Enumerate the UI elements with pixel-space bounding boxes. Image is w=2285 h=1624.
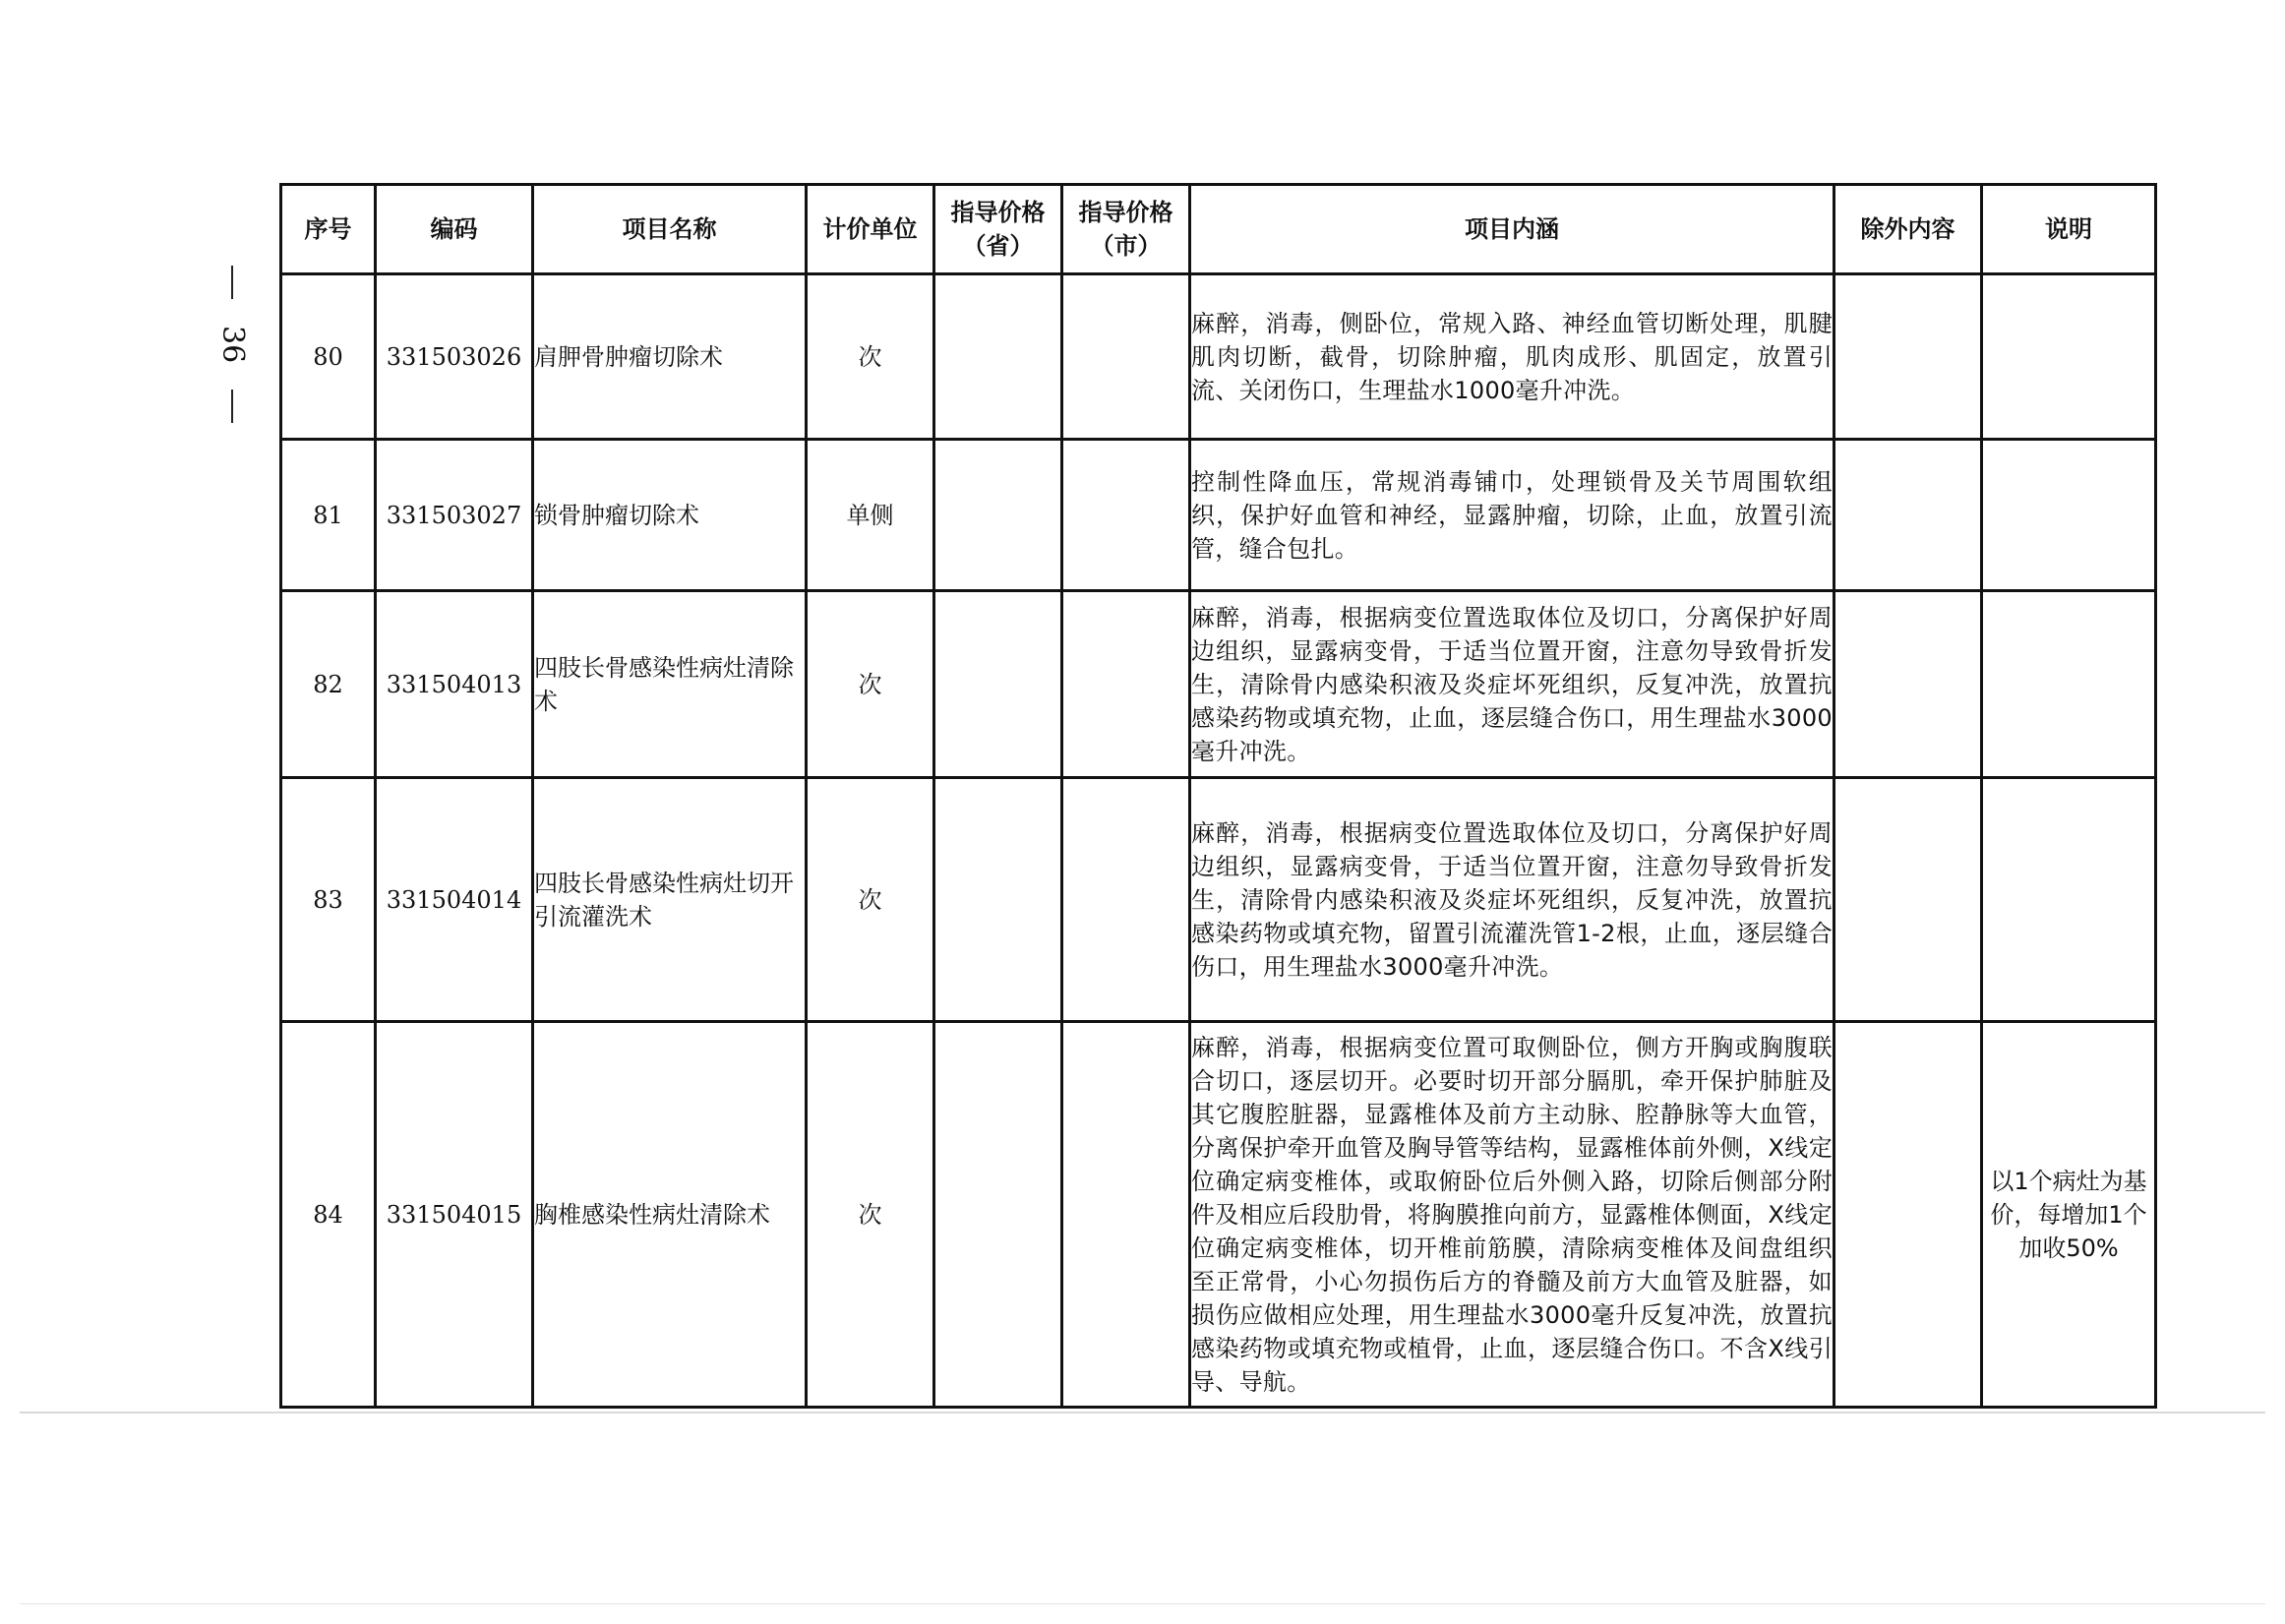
page-number-dash-bottom — [231, 390, 233, 423]
scan-edge-line — [20, 1412, 2265, 1413]
cell-price-province — [934, 591, 1062, 778]
page-number-text: 36 — [215, 325, 250, 364]
cell-content: 麻醉，消毒，根据病变位置可取侧卧位，侧方开胸或胸腹联合切口，逐层切开。必要时切开部分膈肌，牵开保护肺脏及其它腹腔脏器，显露椎体及前方主动脉、腔静脉等大血管，分离保护牵开血管及胸导管等结构，显露椎体前外侧，X线定位确定病变椎体，或取俯卧位后外侧入路，切除后侧部分附件及相应后段肋骨，将胸膜推向前方，显露椎体侧面，X线定位确定病变椎体，切开椎前筋膜，清除病变椎体及间盘组织至正常骨，小心勿损伤后方的脊髓及前方大血管及脏器，如损伤应做相应处理，用生理盐水3000毫升反复冲洗，放置抗感染药物或填充物或植骨，止血，逐层缝合伤口。不含X线引导、导航。 — [1190, 1022, 1834, 1408]
cell-content: 控制性降血压，常规消毒铺巾，处理锁骨及关节周围软组织，保护好血管和神经，显露肿瘤，切除，止血，放置引流管，缝合包扎。 — [1190, 440, 1834, 591]
cell-seq: 83 — [281, 778, 376, 1022]
cell-content: 麻醉，消毒，侧卧位，常规入路、神经血管切断处理，肌腱肌肉切断，截骨，切除肿瘤，肌肉成形、肌固定，放置引流、关闭伤口，生理盐水1000毫升冲洗。 — [1190, 274, 1834, 440]
cell-content: 麻醉，消毒，根据病变位置选取体位及切口，分离保护好周边组织，显露病变骨，于适当位置开窗，注意勿导致骨折发生，清除骨内感染积液及炎症坏死组织，反复冲洗，放置抗感染药物或填充物，止血，逐层缝合伤口，用生理盐水3000毫升冲洗。 — [1190, 591, 1834, 778]
header-price-city: 指导价格（市） — [1062, 185, 1190, 274]
cell-name: 四肢长骨感染性病灶切开引流灌洗术 — [533, 778, 807, 1022]
cell-seq: 82 — [281, 591, 376, 778]
cell-price-city — [1062, 591, 1190, 778]
cell-unit: 次 — [807, 778, 934, 1022]
table-row — [281, 274, 2156, 440]
cell-code: 331504015 — [376, 1022, 533, 1408]
cell-notes — [1982, 591, 2156, 778]
cell-unit: 单侧 — [807, 440, 934, 591]
header-name: 项目名称 — [533, 185, 807, 274]
header-content: 项目内涵 — [1190, 185, 1834, 274]
cell-price-city — [1062, 778, 1190, 1022]
header-code: 编码 — [376, 185, 533, 274]
table-row — [281, 440, 2156, 591]
cell-price-city — [1062, 274, 1190, 440]
cell-exclusions — [1834, 274, 1982, 440]
cell-name: 四肢长骨感染性病灶清除术 — [533, 591, 807, 778]
cell-seq: 81 — [281, 440, 376, 591]
header-unit: 计价单位 — [807, 185, 934, 274]
cell-notes — [1982, 274, 2156, 440]
cell-code: 331504013 — [376, 591, 533, 778]
page-number — [203, 266, 262, 423]
header-price-province: 指导价格（省） — [934, 185, 1062, 274]
page-number-dash-top — [231, 266, 233, 299]
table-header-row — [281, 185, 2156, 274]
header-notes: 说明 — [1982, 185, 2156, 274]
cell-name: 胸椎感染性病灶清除术 — [533, 1022, 807, 1408]
cell-code: 331503026 — [376, 274, 533, 440]
cell-seq: 80 — [281, 274, 376, 440]
scan-edge-line-bottom — [20, 1603, 2265, 1604]
cell-price-city — [1062, 440, 1190, 591]
header-seq: 序号 — [281, 185, 376, 274]
cell-unit: 次 — [807, 1022, 934, 1408]
cell-name: 肩胛骨肿瘤切除术 — [533, 274, 807, 440]
cell-price-province — [934, 778, 1062, 1022]
cell-exclusions — [1834, 591, 1982, 778]
table-row — [281, 591, 2156, 778]
cell-unit: 次 — [807, 274, 934, 440]
cell-notes — [1982, 778, 2156, 1022]
table-row — [281, 778, 2156, 1022]
cell-content: 麻醉，消毒，根据病变位置选取体位及切口，分离保护好周边组织，显露病变骨，于适当位置开窗，注意勿导致骨折发生，清除骨内感染积液及炎症坏死组织，反复冲洗，放置抗感染药物或填充物，留置引流灌洗管1-2根，止血，逐层缝合伤口，用生理盐水3000毫升冲洗。 — [1190, 778, 1834, 1022]
cell-notes — [1982, 440, 2156, 591]
cell-code: 331503027 — [376, 440, 533, 591]
cell-exclusions — [1834, 1022, 1982, 1408]
cell-price-province — [934, 1022, 1062, 1408]
table-row — [281, 1022, 2156, 1408]
price-table — [279, 183, 2157, 1409]
cell-unit: 次 — [807, 591, 934, 778]
cell-notes: 以1个病灶为基价，每增加1个加收50% — [1982, 1022, 2156, 1408]
cell-name: 锁骨肿瘤切除术 — [533, 440, 807, 591]
cell-seq: 84 — [281, 1022, 376, 1408]
cell-exclusions — [1834, 440, 1982, 591]
cell-code: 331504014 — [376, 778, 533, 1022]
cell-price-city — [1062, 1022, 1190, 1408]
cell-price-province — [934, 440, 1062, 591]
cell-exclusions — [1834, 778, 1982, 1022]
header-exclusions: 除外内容 — [1834, 185, 1982, 274]
cell-price-province — [934, 274, 1062, 440]
